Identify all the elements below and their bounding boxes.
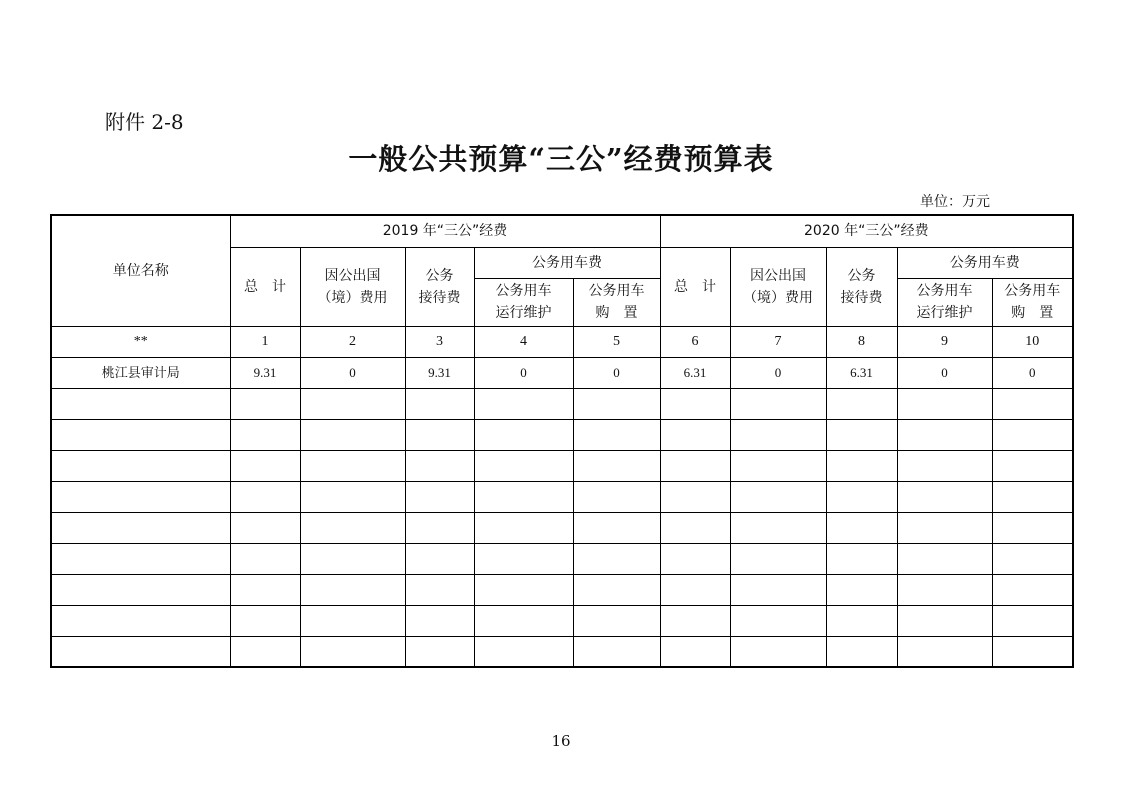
value-cell bbox=[730, 388, 826, 419]
vehicle-purchase-header-line1: 公务用车 bbox=[588, 283, 645, 299]
value-cell bbox=[405, 574, 474, 605]
value-cell bbox=[230, 636, 300, 667]
unit-name-header: 单位名称 bbox=[51, 215, 230, 326]
value-cell bbox=[300, 636, 405, 667]
value-cell bbox=[474, 543, 573, 574]
attachment-label: 附件 2-8 bbox=[105, 110, 184, 134]
abroad-expense-header bbox=[730, 247, 826, 326]
value-cell bbox=[230, 419, 300, 450]
column-code: 10 bbox=[992, 326, 1073, 357]
value-cell: 9.31 bbox=[230, 357, 300, 388]
vehicle-operation-header-line2: 运行维护 bbox=[495, 305, 552, 321]
value-cell bbox=[573, 636, 660, 667]
value-cell bbox=[897, 574, 992, 605]
table-row bbox=[51, 574, 1073, 605]
value-cell bbox=[660, 543, 730, 574]
unit-name-cell bbox=[51, 388, 230, 419]
table-row bbox=[51, 419, 1073, 450]
year-group-2020-header: 2020 年“三公”经费 bbox=[660, 215, 1073, 247]
value-cell bbox=[474, 450, 573, 481]
column-code: 2 bbox=[300, 326, 405, 357]
page-number: 16 bbox=[551, 732, 571, 750]
abroad-expense-header-line2: （境）费用 bbox=[743, 289, 814, 306]
value-cell: 0 bbox=[730, 357, 826, 388]
value-cell: 6.31 bbox=[826, 357, 897, 388]
unit-name-cell bbox=[51, 636, 230, 667]
unit-name-cell bbox=[51, 574, 230, 605]
abroad-expense-header bbox=[300, 247, 405, 326]
value-cell bbox=[474, 512, 573, 543]
unit-name-cell: 桃江县审计局 bbox=[51, 357, 230, 388]
value-cell bbox=[897, 512, 992, 543]
value-cell bbox=[573, 512, 660, 543]
value-cell bbox=[573, 388, 660, 419]
vehicle-purchase-header-line2: 购 置 bbox=[1011, 305, 1054, 321]
value-cell bbox=[730, 481, 826, 512]
total-header: 总 计 bbox=[230, 247, 300, 326]
vehicle-operation-header-line1: 公务用车 bbox=[916, 283, 973, 299]
table-row bbox=[51, 357, 1073, 388]
table-row bbox=[51, 481, 1073, 512]
value-cell bbox=[660, 605, 730, 636]
value-cell bbox=[826, 388, 897, 419]
value-cell bbox=[230, 605, 300, 636]
value-cell bbox=[730, 450, 826, 481]
value-cell: 6.31 bbox=[660, 357, 730, 388]
column-code: ** bbox=[51, 326, 230, 357]
value-cell bbox=[405, 419, 474, 450]
value-cell bbox=[230, 481, 300, 512]
column-code: 9 bbox=[897, 326, 992, 357]
value-cell bbox=[405, 636, 474, 667]
value-cell bbox=[573, 419, 660, 450]
value-cell bbox=[897, 388, 992, 419]
value-cell bbox=[573, 574, 660, 605]
column-code: 3 bbox=[405, 326, 474, 357]
vehicle-operation-header bbox=[897, 278, 992, 326]
value-cell: 0 bbox=[573, 357, 660, 388]
table-row bbox=[51, 636, 1073, 667]
value-cell bbox=[992, 605, 1073, 636]
vehicle-purchase-header bbox=[573, 278, 660, 326]
value-cell bbox=[405, 450, 474, 481]
value-cell bbox=[992, 481, 1073, 512]
value-cell bbox=[992, 636, 1073, 667]
value-cell bbox=[660, 388, 730, 419]
value-cell bbox=[992, 543, 1073, 574]
value-cell bbox=[230, 512, 300, 543]
column-code: 7 bbox=[730, 326, 826, 357]
column-code-row bbox=[51, 326, 1073, 357]
value-cell bbox=[826, 543, 897, 574]
value-cell bbox=[573, 481, 660, 512]
vehicle-operation-header-line1: 公务用车 bbox=[495, 283, 552, 299]
unit-name-cell bbox=[51, 450, 230, 481]
vehicle-purchase-header bbox=[992, 278, 1073, 326]
value-cell bbox=[300, 543, 405, 574]
value-cell bbox=[300, 574, 405, 605]
year-group-2019-header: 2019 年“三公”经费 bbox=[230, 215, 660, 247]
abroad-expense-header-line1: 因公出国 bbox=[750, 267, 807, 284]
value-cell bbox=[474, 419, 573, 450]
value-cell bbox=[992, 419, 1073, 450]
value-cell bbox=[730, 636, 826, 667]
reception-expense-header-line1: 公务 bbox=[847, 267, 876, 284]
value-cell bbox=[474, 605, 573, 636]
value-cell bbox=[660, 512, 730, 543]
value-cell bbox=[300, 419, 405, 450]
value-cell bbox=[660, 636, 730, 667]
table-row bbox=[51, 543, 1073, 574]
reception-expense-header-line2: 接待费 bbox=[840, 289, 883, 306]
value-cell bbox=[660, 450, 730, 481]
vehicle-operation-header-line2: 运行维护 bbox=[916, 305, 973, 321]
value-cell bbox=[897, 605, 992, 636]
value-cell bbox=[300, 605, 405, 636]
value-cell bbox=[474, 574, 573, 605]
column-code: 8 bbox=[826, 326, 897, 357]
reception-expense-header-line2: 接待费 bbox=[418, 289, 461, 306]
value-cell bbox=[992, 450, 1073, 481]
vehicle-purchase-header-line1: 公务用车 bbox=[1004, 283, 1061, 299]
value-cell bbox=[897, 419, 992, 450]
value-cell bbox=[992, 388, 1073, 419]
value-cell bbox=[300, 388, 405, 419]
value-cell bbox=[230, 574, 300, 605]
abroad-expense-header-line2: （境）费用 bbox=[317, 289, 388, 306]
value-cell bbox=[730, 512, 826, 543]
value-cell bbox=[826, 481, 897, 512]
value-cell bbox=[230, 543, 300, 574]
value-cell bbox=[660, 419, 730, 450]
vehicle-expense-group-header: 公务用车费 bbox=[474, 247, 660, 278]
value-cell bbox=[405, 605, 474, 636]
value-cell: 0 bbox=[300, 357, 405, 388]
value-cell bbox=[826, 574, 897, 605]
value-cell bbox=[730, 605, 826, 636]
unit-name-cell bbox=[51, 512, 230, 543]
value-cell bbox=[474, 388, 573, 419]
value-cell bbox=[826, 512, 897, 543]
budget-table bbox=[50, 214, 1074, 668]
value-cell: 0 bbox=[474, 357, 573, 388]
total-header: 总 计 bbox=[660, 247, 730, 326]
table-row bbox=[51, 512, 1073, 543]
column-code: 4 bbox=[474, 326, 573, 357]
document-title: 一般公共预算“三公”经费预算表 bbox=[348, 142, 774, 176]
value-cell bbox=[474, 636, 573, 667]
value-cell bbox=[660, 481, 730, 512]
vehicle-expense-group-header: 公务用车费 bbox=[897, 247, 1073, 278]
value-cell: 0 bbox=[897, 357, 992, 388]
column-code: 6 bbox=[660, 326, 730, 357]
value-cell bbox=[405, 512, 474, 543]
value-cell bbox=[826, 605, 897, 636]
value-cell: 0 bbox=[992, 357, 1073, 388]
vehicle-purchase-header-line2: 购 置 bbox=[595, 305, 638, 321]
unit-label: 单位：万元 bbox=[920, 194, 990, 210]
value-cell bbox=[573, 543, 660, 574]
value-cell bbox=[992, 512, 1073, 543]
vehicle-operation-header bbox=[474, 278, 573, 326]
value-cell bbox=[300, 450, 405, 481]
value-cell bbox=[897, 636, 992, 667]
value-cell bbox=[405, 388, 474, 419]
value-cell bbox=[230, 388, 300, 419]
table-row bbox=[51, 450, 1073, 481]
value-cell bbox=[573, 450, 660, 481]
value-cell bbox=[826, 636, 897, 667]
column-code: 1 bbox=[230, 326, 300, 357]
value-cell: 9.31 bbox=[405, 357, 474, 388]
table-row bbox=[51, 388, 1073, 419]
value-cell bbox=[897, 543, 992, 574]
value-cell bbox=[826, 450, 897, 481]
reception-expense-header bbox=[405, 247, 474, 326]
column-code: 5 bbox=[573, 326, 660, 357]
value-cell bbox=[730, 543, 826, 574]
value-cell bbox=[730, 574, 826, 605]
value-cell bbox=[897, 450, 992, 481]
value-cell bbox=[300, 481, 405, 512]
value-cell bbox=[405, 481, 474, 512]
value-cell bbox=[230, 450, 300, 481]
value-cell bbox=[897, 481, 992, 512]
value-cell bbox=[405, 543, 474, 574]
unit-name-cell bbox=[51, 419, 230, 450]
value-cell bbox=[730, 419, 826, 450]
value-cell bbox=[660, 574, 730, 605]
reception-expense-header bbox=[826, 247, 897, 326]
unit-name-cell bbox=[51, 543, 230, 574]
table-row bbox=[51, 605, 1073, 636]
value-cell bbox=[992, 574, 1073, 605]
abroad-expense-header-line1: 因公出国 bbox=[324, 267, 381, 284]
table-body bbox=[51, 357, 1073, 667]
value-cell bbox=[573, 605, 660, 636]
value-cell bbox=[826, 419, 897, 450]
reception-expense-header-line1: 公务 bbox=[425, 267, 454, 284]
unit-name-cell bbox=[51, 605, 230, 636]
value-cell bbox=[474, 481, 573, 512]
value-cell bbox=[300, 512, 405, 543]
unit-name-cell bbox=[51, 481, 230, 512]
